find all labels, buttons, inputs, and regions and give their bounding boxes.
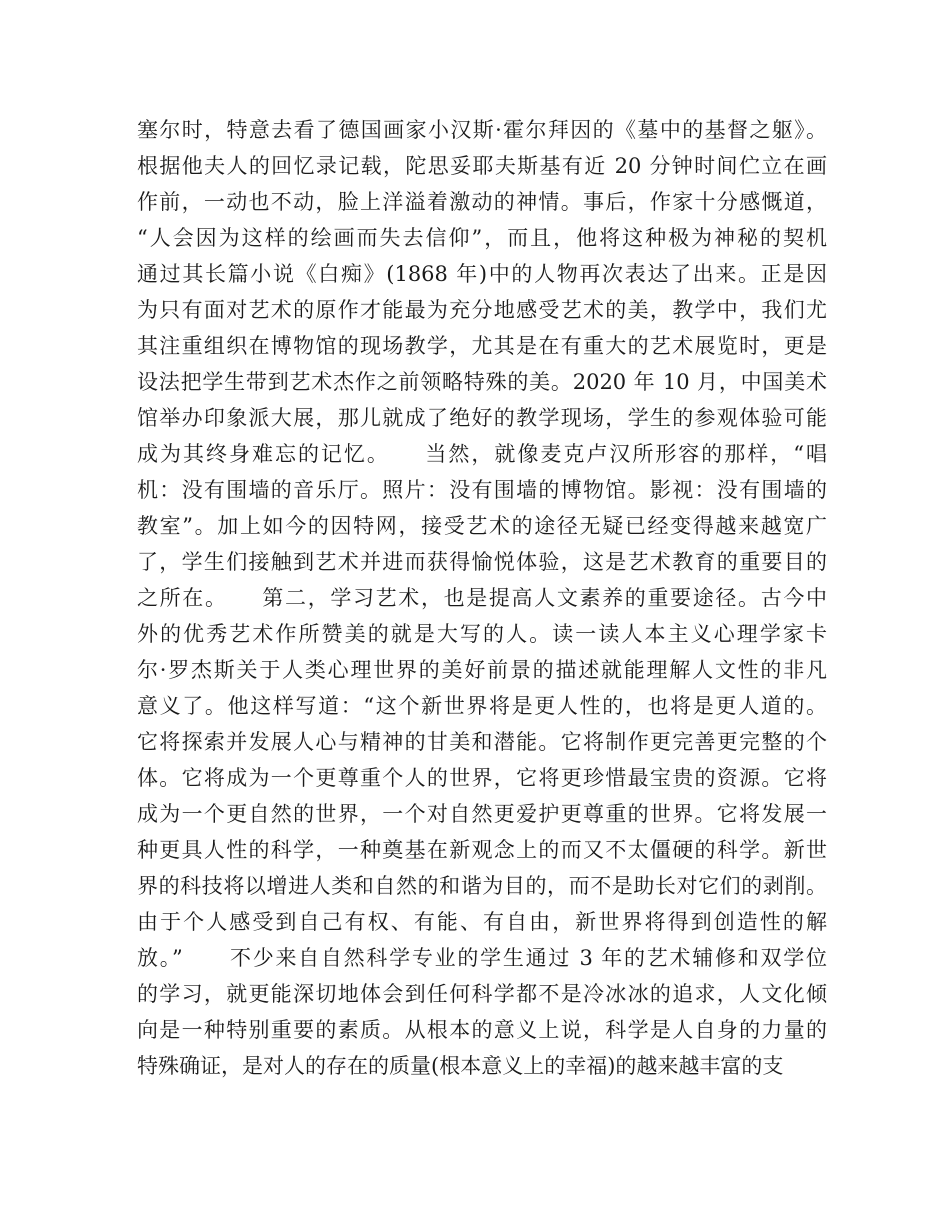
text-line: 放。” 不少来自自然科学专业的学生通过 3 年的艺术辅修和双学位 <box>137 946 827 970</box>
text-line: 特殊确证，是对人的存在的质量(根本意义上的幸福)的越来越丰富的支 <box>137 1054 784 1078</box>
text-line: 种更具人性的科学，一种奠基在新观念上的而又不太僵硬的科学。新世 <box>137 838 827 862</box>
text-line: 作前，一动也不动，脸上洋溢着激动的神情。事后，作家十分感慨道， <box>137 190 827 214</box>
text-line: 成为其终身难忘的记忆。 当然，就像麦克卢汉所形容的那样，“唱 <box>137 442 827 466</box>
text-line: 的学习，就更能深切地体会到任何科学都不是冷冰冰的追求，人文化倾 <box>137 982 827 1006</box>
text-line: “人会因为这样的绘画而失去信仰”，而且，他将这种极为神秘的契机 <box>137 226 827 250</box>
text-line: 机：没有围墙的音乐厅。照片：没有围墙的博物馆。影视：没有围墙的 <box>137 478 827 502</box>
text-line: 向是一种特别重要的素质。从根本的意义上说，科学是人自身的力量的 <box>137 1018 827 1042</box>
body-text <box>137 112 827 1084</box>
text-line: 塞尔时，特意去看了德国画家小汉斯·霍尔拜因的《墓中的基督之躯》。 <box>137 118 827 142</box>
text-line: 外的优秀艺术作所赞美的就是大写的人。读一读人本主义心理学家卡 <box>137 622 827 646</box>
text-line: 体。它将成为一个更尊重个人的世界，它将更珍惜最宝贵的资源。它将 <box>137 766 827 790</box>
text-line: 之所在。 第二，学习艺术，也是提高人文素养的重要途径。古今中 <box>137 586 827 610</box>
text-line: 它将探索并发展人心与精神的甘美和潜能。它将制作更完善更完整的个 <box>137 730 827 754</box>
text-line: 教室”。加上如今的因特网，接受艺术的途径无疑已经变得越来越宽广 <box>137 514 827 538</box>
text-line: 馆举办印象派大展，那儿就成了绝好的教学现场，学生的参观体验可能 <box>137 406 827 430</box>
text-line: 界的科技将以增进人类和自然的和谐为目的，而不是助长对它们的剥削。 <box>137 874 827 898</box>
text-line: 了，学生们接触到艺术并进而获得愉悦体验，这是艺术教育的重要目的 <box>137 550 827 574</box>
text-line: 成为一个更自然的世界，一个对自然更爱护更尊重的世界。它将发展一 <box>137 802 827 826</box>
text-line: 根据他夫人的回忆录记载，陀思妥耶夫斯基有近 20 分钟时间伫立在画 <box>137 154 827 178</box>
text-line: 为只有面对艺术的原作才能最为充分地感受艺术的美，教学中，我们尤 <box>137 298 827 322</box>
text-line: 由于个人感受到自己有权、有能、有自由，新世界将得到创造性的解 <box>137 910 827 934</box>
text-line: 设法把学生带到艺术杰作之前领略特殊的美。2020 年 10 月，中国美术 <box>137 370 827 394</box>
text-line: 通过其长篇小说《白痴》(1868 年)中的人物再次表达了出来。正是因 <box>137 262 827 286</box>
text-line: 意义了。他这样写道：“这个新世界将是更人性的，也将是更人道的。 <box>137 694 827 718</box>
text-line: 其注重组织在博物馆的现场教学，尤其是在有重大的艺术展览时，更是 <box>137 334 827 358</box>
text-line: 尔·罗杰斯关于人类心理世界的美好前景的描述就能理解人文性的非凡 <box>137 658 827 682</box>
